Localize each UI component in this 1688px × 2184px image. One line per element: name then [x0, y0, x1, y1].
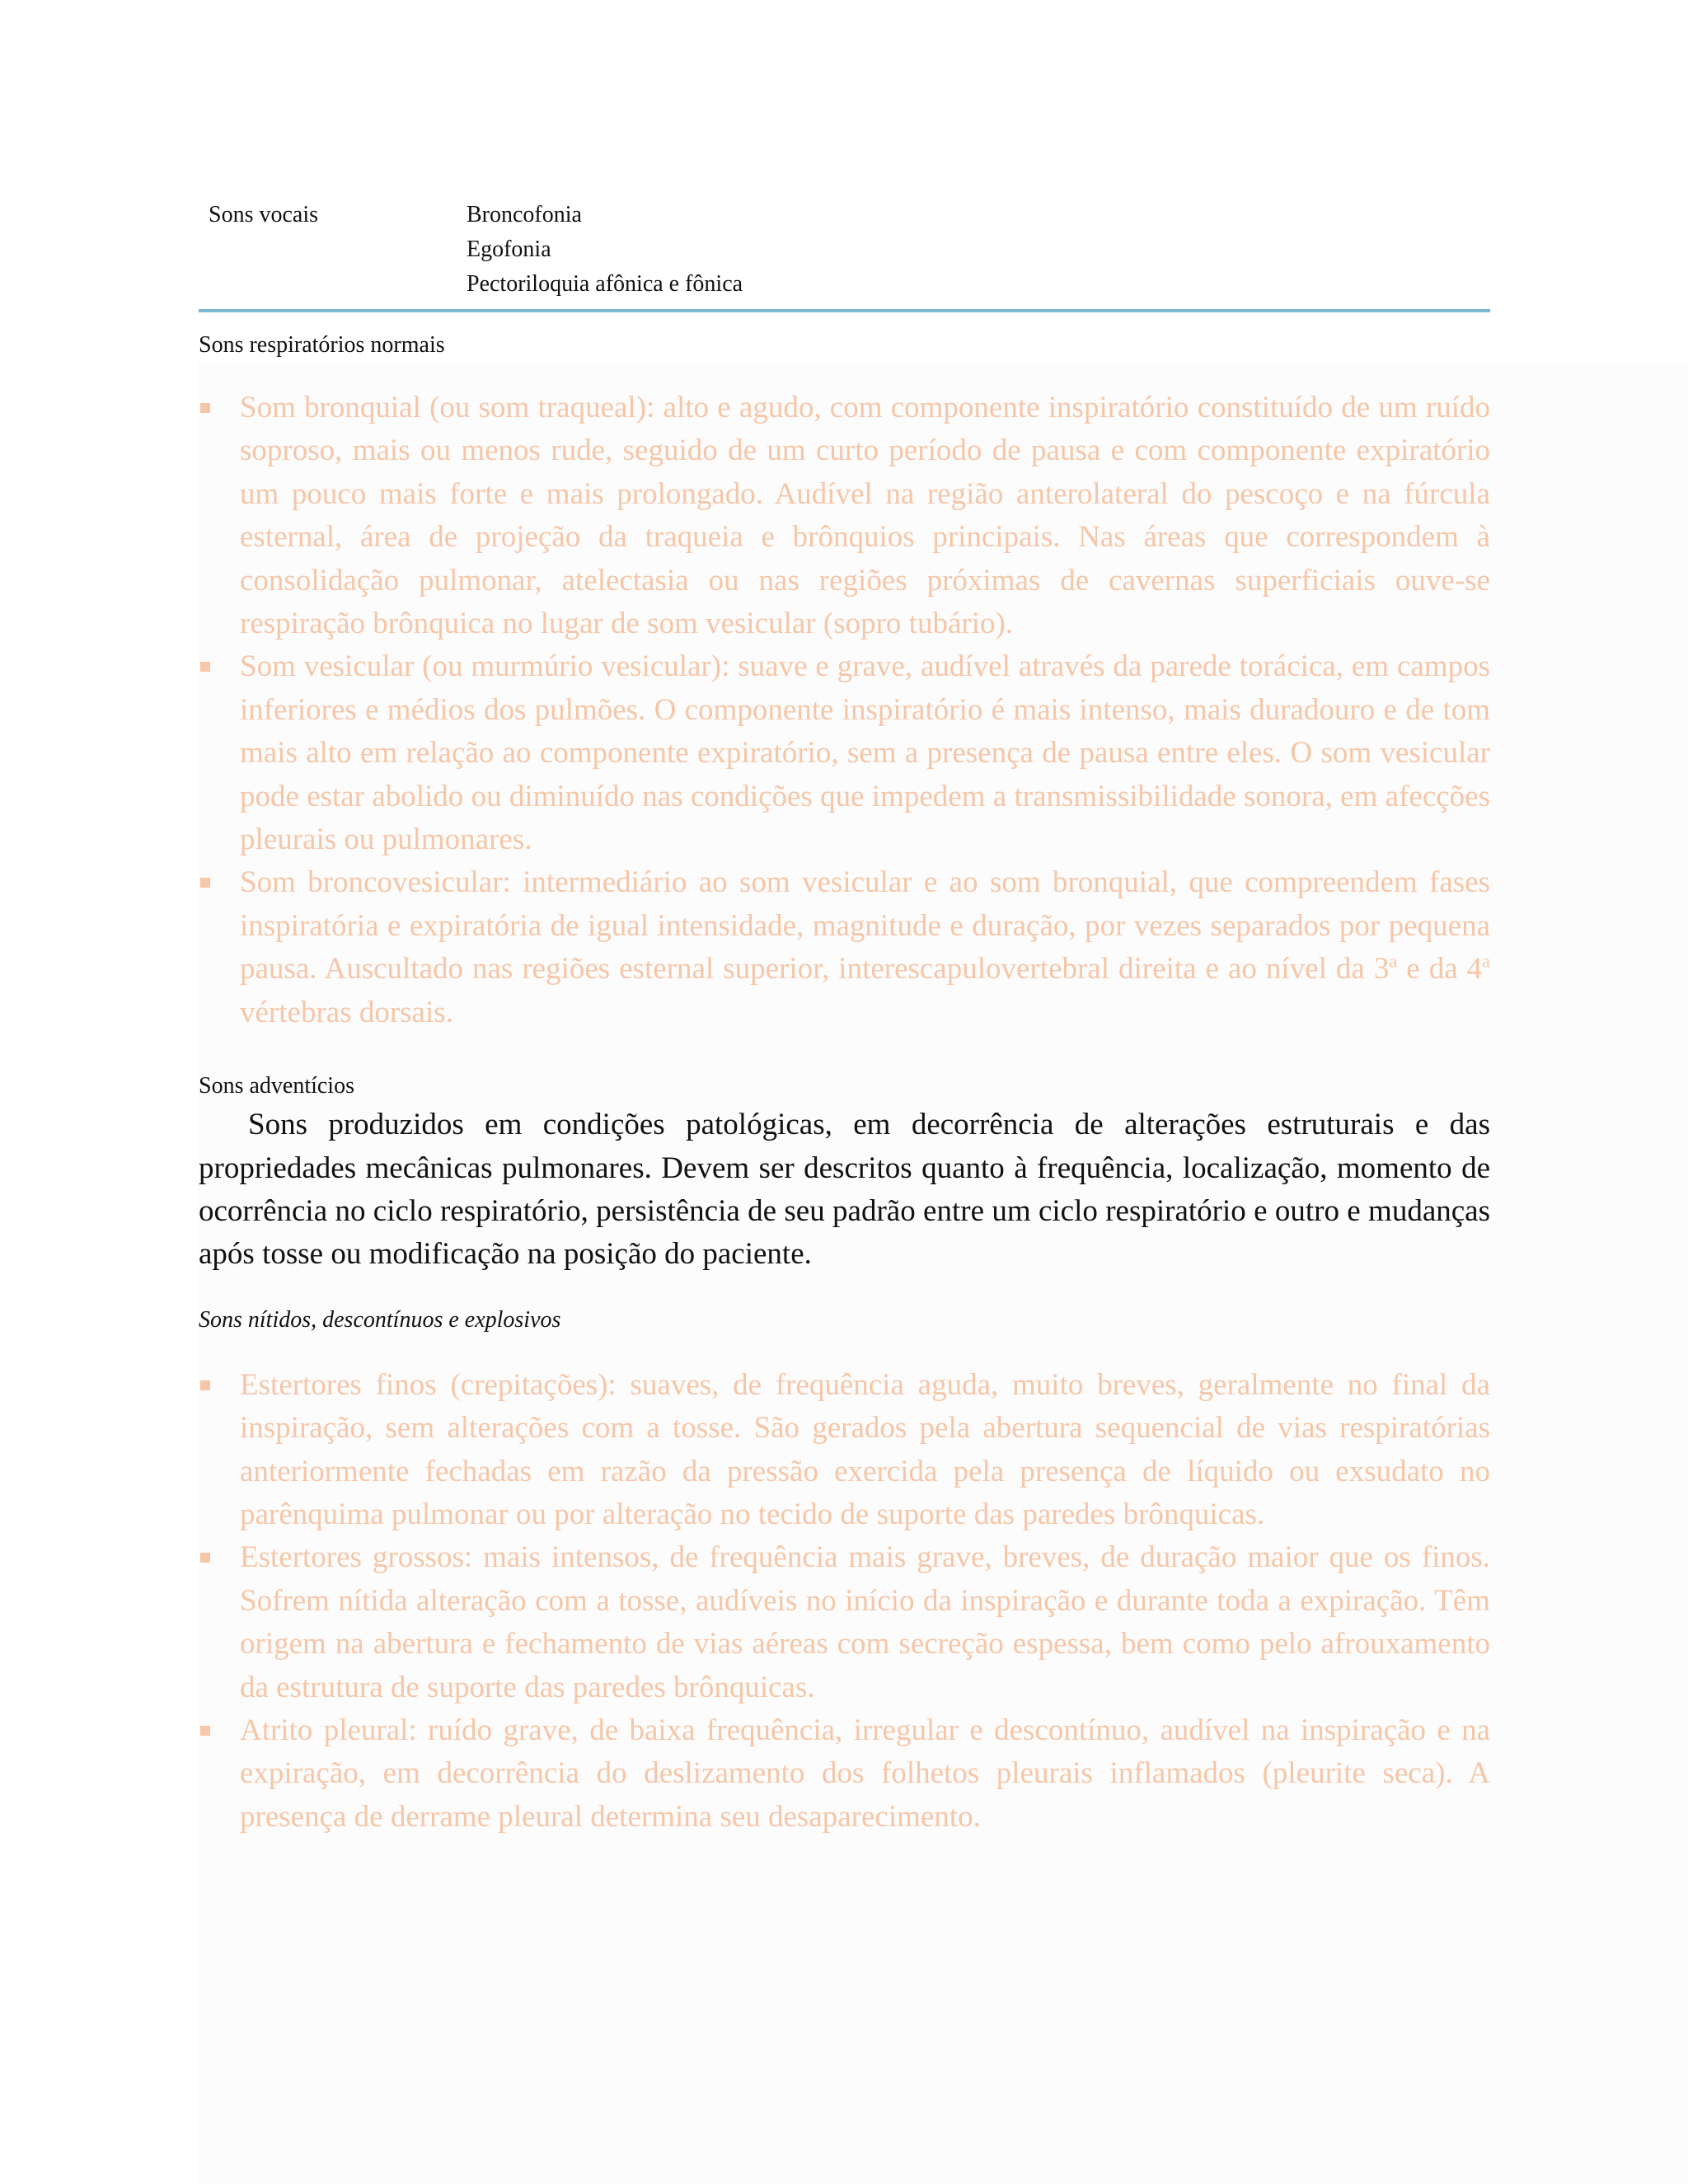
square-bullet-icon	[200, 1553, 210, 1563]
list-item-text: Estertores grossos: mais intensos, de frequência mais grave, breves, de duração maior que os finos. Sofrem nítida alteração com a tosse, audíveis no início da inspiração e durante toda a expiração. Têm origem na abertura e fechamento de vias aéreas com secreção espessa, bem como pelo afrouxamento da estrutura de suporte das paredes brônquicas.	[240, 1540, 1490, 1704]
list-item	[199, 387, 1490, 645]
section-divider	[199, 309, 1490, 312]
discontinuous-sounds-list	[199, 1364, 1490, 1839]
list-item	[199, 1536, 1490, 1709]
list-item-text: Som vesicular (ou murmúrio vesicular): suave e grave, audível através da parede torácica, em campos inferiores e médios dos pulmões. O componente inspiratório é mais intenso, mais duradouro e de tom mais alto em relação ao componente expiratório, sem a presença de pausa entre eles. O som vesicular pode estar abolido ou diminuído nas condições que impedem a transmissibilidade sonora, em afecções pleurais ou pulmonares.	[240, 649, 1490, 857]
normal-sounds-heading: Sons respiratórios normais	[199, 332, 445, 358]
document-content	[199, 198, 1490, 1839]
list-item	[199, 645, 1490, 861]
list-item-text: Atrito pleural: ruído grave, de baixa frequência, irregular e descontínuo, audível na inspiração e na expiração, em decorrência do deslizamento dos folhetos pleurais inflamados (pleurite seca). A presença de derrame pleural determina seu desaparecimento.	[240, 1713, 1490, 1834]
vocal-sounds-list	[467, 198, 743, 302]
list-item-text: Estertores finos (crepitações): suaves, de frequência aguda, muito breves, geralmente no final da inspiração, sem alterações com a tosse. São gerados pela abertura sequencial de vias respiratórias anteriormente fechadas em razão da pressão exercida pela presença de líquido ou exsudato no parênquima pulmonar ou por alteração no tecido de suporte das paredes brônquicas.	[240, 1367, 1490, 1531]
normal-sounds-list	[199, 387, 1490, 1034]
square-bullet-icon	[200, 878, 210, 888]
list-item	[199, 1364, 1490, 1537]
square-bullet-icon	[200, 403, 210, 413]
vocal-item-broncofonia: Broncofonia	[467, 202, 582, 227]
adventitious-paragraph: Sons produzidos em condições patológicas, em decorrência de alterações estruturais e das propriedades mecânicas pulmonares. Devem ser descritos quanto à frequência, localização, momento de ocorrência no ciclo respiratório, persistência de seu padrão entre um ciclo respiratório e outro e mudanças após tosse ou modificação na posição do paciente.	[199, 1108, 1490, 1272]
list-item-text: Som bronquial (ou som traqueal): alto e agudo, com componente inspiratório constituído de um ruído soproso, mais ou menos rude, seguido de um curto período de pausa e com componente expiratório um pouco mais forte e mais prolongado. Audível na região anterolateral do pescoço e na fúrcula esternal, área de projeção da traqueia e brônquios principais. Nas áreas que correspondem à consolidação pulmonar, atelectasia ou nas regiões próximas de cavernas superficiais ouve-se respiração brônquica no lugar de som vesicular (sopro tubário).	[240, 391, 1490, 641]
list-item	[199, 1709, 1490, 1839]
vocal-item-egofonia: Egofonia	[467, 237, 551, 262]
square-bullet-icon	[200, 662, 210, 672]
list-item	[199, 861, 1490, 1034]
vocal-item-pectoriloquia: Pectoriloquia afônica e fônica	[467, 271, 743, 297]
list-item-text: Som broncovesicular: intermediário ao som vesicular e ao som bronquial, que compreendem fases inspiratória e expiratória de igual intensidade, magnitude e duração, por vezes separados por pequena pausa. Auscultado nas regiões esternal superior, interescapulovertebral direita e ao nível da 3$^a$ e da 4$^a$ vértebras dorsais.	[240, 865, 1490, 1029]
adventitious-heading: Sons adventícios	[199, 1073, 354, 1099]
vocal-sounds-table	[199, 198, 1490, 313]
vocal-sounds-label: Sons vocais	[209, 202, 318, 227]
discontinuous-heading: Sons nítidos, descontínuos e explosivos	[199, 1306, 561, 1333]
square-bullet-icon	[200, 1380, 210, 1390]
square-bullet-icon	[200, 1726, 210, 1736]
